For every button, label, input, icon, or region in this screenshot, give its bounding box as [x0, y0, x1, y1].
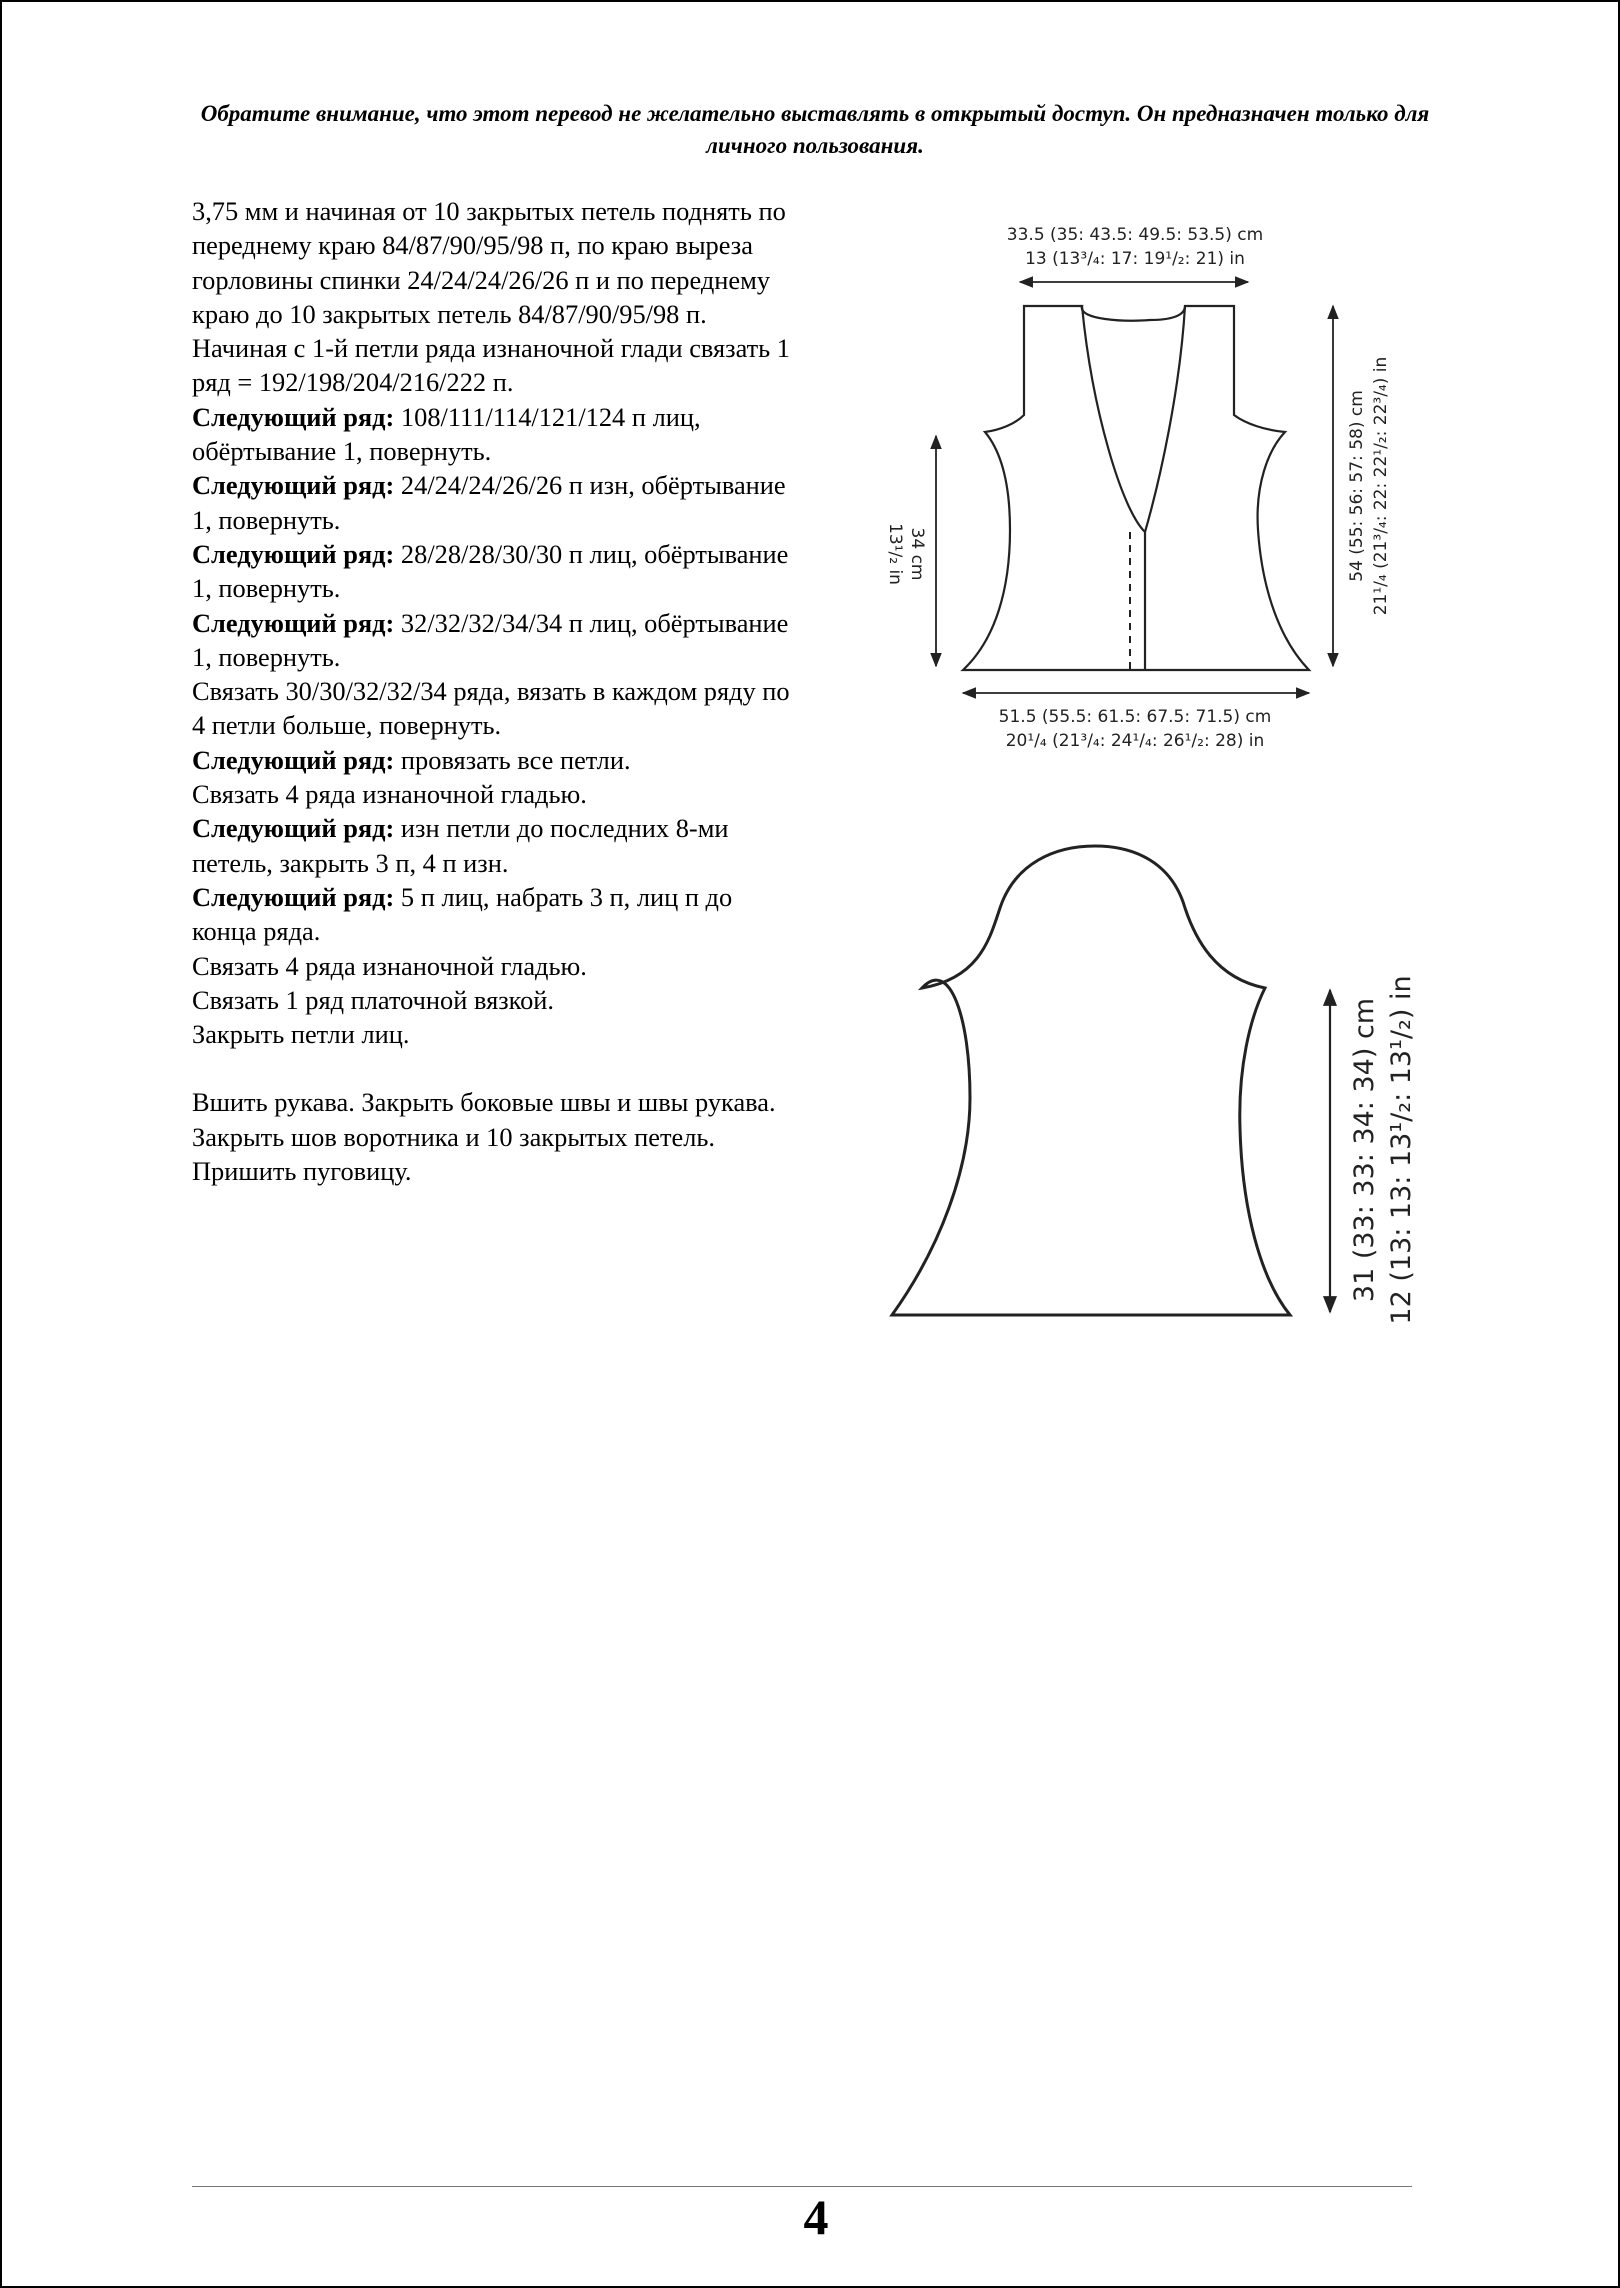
body-outline — [963, 306, 1309, 670]
page-number: 4 — [803, 2189, 829, 2245]
instruction-line — [192, 983, 792, 1017]
instruction-line — [192, 777, 792, 811]
instruction-label: Следующий ряд: — [192, 401, 395, 432]
instruction-label: Следующий ряд: — [192, 470, 395, 501]
instruction-line — [192, 194, 792, 331]
top-width-cm: 33.5 (35: 43.5: 49.5: 53.5) cm — [1006, 225, 1264, 245]
instruction-label: Следующий ряд: — [192, 881, 395, 912]
instruction-label: Следующий ряд: — [192, 538, 395, 569]
instruction-text: провязать все петли. — [394, 744, 631, 775]
instruction-line — [192, 949, 792, 983]
instruction-line — [192, 1017, 792, 1051]
bottom-width-cm: 51.5 (55.5: 61.5: 67.5: 71.5) cm — [998, 707, 1272, 727]
instruction-text: Связать 4 ряда изнаночной гладью. — [192, 779, 587, 810]
instruction-text: Закрыть петли лиц. — [192, 1019, 410, 1050]
bottom-width-in: 20¹/₄ (21³/₄: 24¹/₄: 26¹/₂: 28) in — [1005, 731, 1265, 751]
instruction-text: 24/24/24/26/26 п изн, обёртывание 1, повернуть. — [192, 470, 786, 535]
instruction-text: Начиная с 1-й петли ряда изнаночной глади связать 1 ряд = 192/198/204/216/222 п. — [192, 333, 791, 398]
instruction-text: Связать 1 ряд платочной вязкой. — [192, 984, 555, 1015]
top-width-in: 13 (13³/₄: 17: 19¹/₂: 21) in — [1025, 249, 1245, 269]
sleeve-length-cm: 31 (33: 33: 34: 34) cm — [1349, 997, 1380, 1303]
instruction-text: Связать 4 ряда изнаночной гладью. — [192, 950, 587, 981]
instruction-text: Связать 30/30/32/32/34 ряда, вязать в каждом ряду по 4 петли больше, повернуть. — [192, 676, 790, 741]
instruction-label: Следующий ряд: — [192, 813, 395, 844]
sleeve-outline — [892, 846, 1290, 1315]
instruction-line — [192, 674, 792, 743]
front-length-in: 13¹/₂ in — [885, 523, 905, 585]
instruction-label: Следующий ряд: — [192, 744, 395, 775]
instruction-line — [192, 468, 792, 537]
instructions-list — [192, 194, 792, 1051]
total-length-in: 21¹/₄ (21³/₄: 22: 22¹/₂: 22³/₄) in — [1371, 356, 1391, 616]
sleeve-schematic — [880, 838, 1440, 1338]
finishing-paragraph: Вшить рукава. Закрыть боковые швы и швы рукава. Закрыть шов воротника и 10 закрытых петель. Пришить пуговицу. — [192, 1087, 776, 1187]
instruction-line — [192, 606, 792, 675]
instruction-line — [192, 743, 792, 777]
privacy-notice: Обратите внимание, что этот перевод не желательно выставлять в открытый доступ. Он предназначен только для личного пользования. — [200, 101, 1430, 158]
instruction-text: 5 п лиц, набрать 3 п, лиц п до конца ряда. — [192, 881, 733, 947]
front-edge-right — [1145, 306, 1185, 532]
footer-divider — [192, 2186, 1412, 2187]
instruction-line — [192, 400, 792, 469]
body-schematic — [860, 210, 1420, 770]
total-length-cm: 54 (55: 56: 57: 58) cm — [1347, 390, 1367, 582]
instruction-line — [192, 537, 792, 606]
instruction-text: 28/28/28/30/30 п лиц, обёртывание 1, повернуть. — [192, 538, 789, 604]
instruction-line — [192, 811, 792, 880]
front-length-cm: 34 cm — [907, 527, 927, 581]
instructions-text — [192, 194, 792, 1188]
front-edge-left — [1082, 306, 1145, 670]
instruction-text: 32/32/32/34/34 п лиц, обёртывание 1, повернуть. — [192, 607, 789, 672]
sleeve-length-in: 12 (13: 13: 13¹/₂: 13¹/₂) in — [1386, 975, 1417, 1325]
instruction-label: Следующий ряд: — [192, 607, 395, 638]
instruction-text: изн петли до последних 8-ми петель, закрыть 3 п, 4 п изн. — [192, 813, 729, 878]
instruction-line — [192, 331, 792, 400]
instruction-text: 108/111/114/121/124 п лиц, обёртывание 1, повернуть. — [192, 401, 701, 467]
instruction-line — [192, 880, 792, 949]
instruction-text: 3,75 мм и начиная от 10 закрытых петель поднять по переднему краю 84/87/90/95/98 п, по краю выреза горловины спинки 24/24/24/26/26 п и по переднему краю до 10 закрытых петель 84/87/90/95/98 п. — [192, 196, 786, 329]
